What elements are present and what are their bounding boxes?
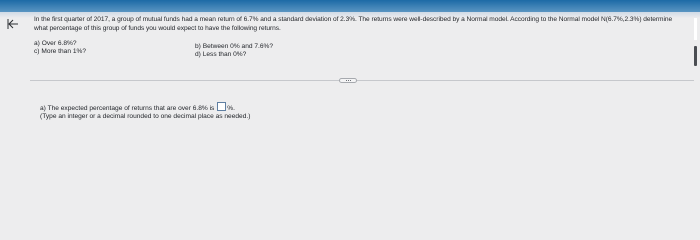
back-arrow-icon[interactable] (6, 17, 20, 31)
answer-input[interactable] (217, 102, 226, 111)
answer-prefix: a) The expected percentage of returns that are over 6.8% is (40, 105, 215, 112)
part-b-label: b) Between 0% and 7.6%? (195, 43, 274, 50)
question-text: In the first quarter of 2017, a group of mutual funds had a mean return of 6.7% and a standard deviation of 2.3%. The returns were well-described by a Normal model. According to the Normal model N(6.7%,2.3%) determine what percentage of this group of funds you would expect to have the following returns. (34, 16, 673, 32)
answer-hint: (Type an integer or a decimal rounded to one decimal place as needed.) (40, 113, 251, 120)
more-dot (348, 80, 349, 81)
scrollbar-thumb[interactable] (694, 46, 697, 66)
answer-suffix: %. (227, 105, 235, 112)
part-a-label: a) Over 6.8%? (34, 40, 77, 47)
part-c-label: c) More than 1%? (34, 48, 87, 55)
header-bar (0, 0, 700, 12)
scrollbar-track (694, 18, 697, 40)
section-divider (30, 80, 694, 81)
more-dot (350, 80, 351, 81)
part-d-label: d) Less than 0%? (195, 51, 247, 58)
more-dots-icon (346, 80, 347, 81)
expand-more-button[interactable] (339, 78, 357, 83)
